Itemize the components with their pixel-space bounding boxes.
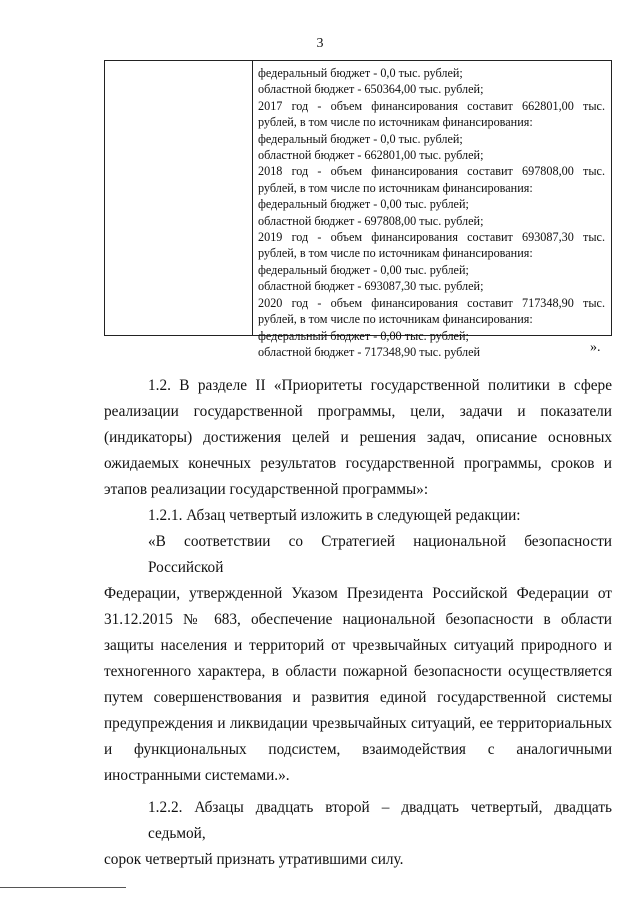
page-number: 3 (316, 36, 324, 51)
financing-table-right-cell (253, 61, 611, 359)
paragraph-line: техногенного характера, в области пожарной безопасности осуществляется (104, 663, 612, 680)
financing-line: 2020 год - объем финансирования составит 717348,90 тыс. (258, 295, 605, 310)
paragraph-line: предупреждения и ликвидации чрезвычайных ситуаций, ее территориальных (104, 715, 612, 732)
document-body (104, 373, 612, 873)
paragraph-line: «В соответствии со Стратегией национальной безопасности Российской (148, 533, 612, 576)
financing-line: рублей, в том числе по источникам финансирования: (258, 115, 533, 130)
paragraph-line: сорок четвертый признать утратившими силу. (104, 851, 404, 868)
financing-line: областной бюджет - 717348,90 тыс. рублей (258, 344, 481, 359)
financing-line: федеральный бюджет - 0,00 тыс. рублей; (258, 262, 469, 277)
paragraph-line: и функциональных подсистем, взаимодействия с аналогичными (104, 741, 612, 758)
paragraph-1-2 (104, 373, 612, 503)
paragraph-1-2-2 (104, 795, 612, 873)
paragraph-line: иностранными системами.». (104, 767, 290, 784)
paragraph-1-2-1-heading: 1.2.1. Абзац четвертый изложить в следующей редакции: (148, 507, 521, 524)
financing-line: областной бюджет - 650364,00 тыс. рублей; (258, 82, 484, 97)
financing-line: федеральный бюджет - 0,0 тыс. рублей; (258, 66, 463, 80)
paragraph-line: путем совершенствования и развития единой государственной системы (104, 689, 612, 706)
financing-line: федеральный бюджет - 0,00 тыс. рублей; (258, 197, 469, 212)
financing-table (104, 60, 612, 359)
financing-line: 2017 год - объем финансирования составит 662801,00 тыс. (258, 98, 605, 113)
paragraph-line: 31.12.2015 № 683, обеспечение национальной безопасности в области (104, 611, 612, 628)
financing-line: федеральный бюджет - 0,00 тыс. рублей; (258, 328, 469, 343)
financing-line: федеральный бюджет - 0,0 тыс. рублей; (258, 131, 463, 146)
paragraph-line: 1.2. В разделе II «Приоритеты государственной политики в сфере (148, 377, 612, 394)
paragraph-line: ожидаемых конечных результатов государственной программы, сроков и (104, 455, 612, 472)
paragraph-line: этапов реализации государственной программы»: (104, 481, 429, 498)
footer-divider (0, 887, 126, 888)
financing-line: областной бюджет - 662801,00 тыс. рублей; (258, 148, 484, 163)
financing-line: 2019 год - объем финансирования составит 693087,30 тыс. (258, 230, 605, 245)
financing-line: рублей, в том числе по источникам финансирования: (258, 180, 533, 195)
paragraph-line: (индикаторы) достижения целей и решения задач, описание основных (104, 429, 612, 446)
paragraph-line: защиты населения и территорий от чрезвычайных ситуаций природного и (104, 637, 612, 654)
closing-quote: ». (590, 340, 601, 355)
financing-table-left-cell (105, 61, 253, 335)
paragraph-line: Федерации, утвержденной Указом Президента Российской Федерации от (104, 585, 612, 602)
financing-line: 2018 год - объем финансирования составит 697808,00 тыс. (258, 164, 605, 179)
paragraph-line: реализации государственной программы, цели, задачи и показатели (104, 403, 612, 420)
paragraph-1-2-1-quote (104, 529, 612, 789)
financing-line: областной бюджет - 697808,00 тыс. рублей; (258, 213, 484, 228)
financing-line: рублей, в том числе по источникам финансирования: (258, 246, 533, 261)
financing-line: областной бюджет - 693087,30 тыс. рублей; (258, 279, 484, 294)
financing-line: рублей, в том числе по источникам финансирования: (258, 312, 533, 327)
paragraph-line: 1.2.2. Абзацы двадцать второй – двадцать четвертый, двадцать седьмой, (148, 799, 612, 842)
